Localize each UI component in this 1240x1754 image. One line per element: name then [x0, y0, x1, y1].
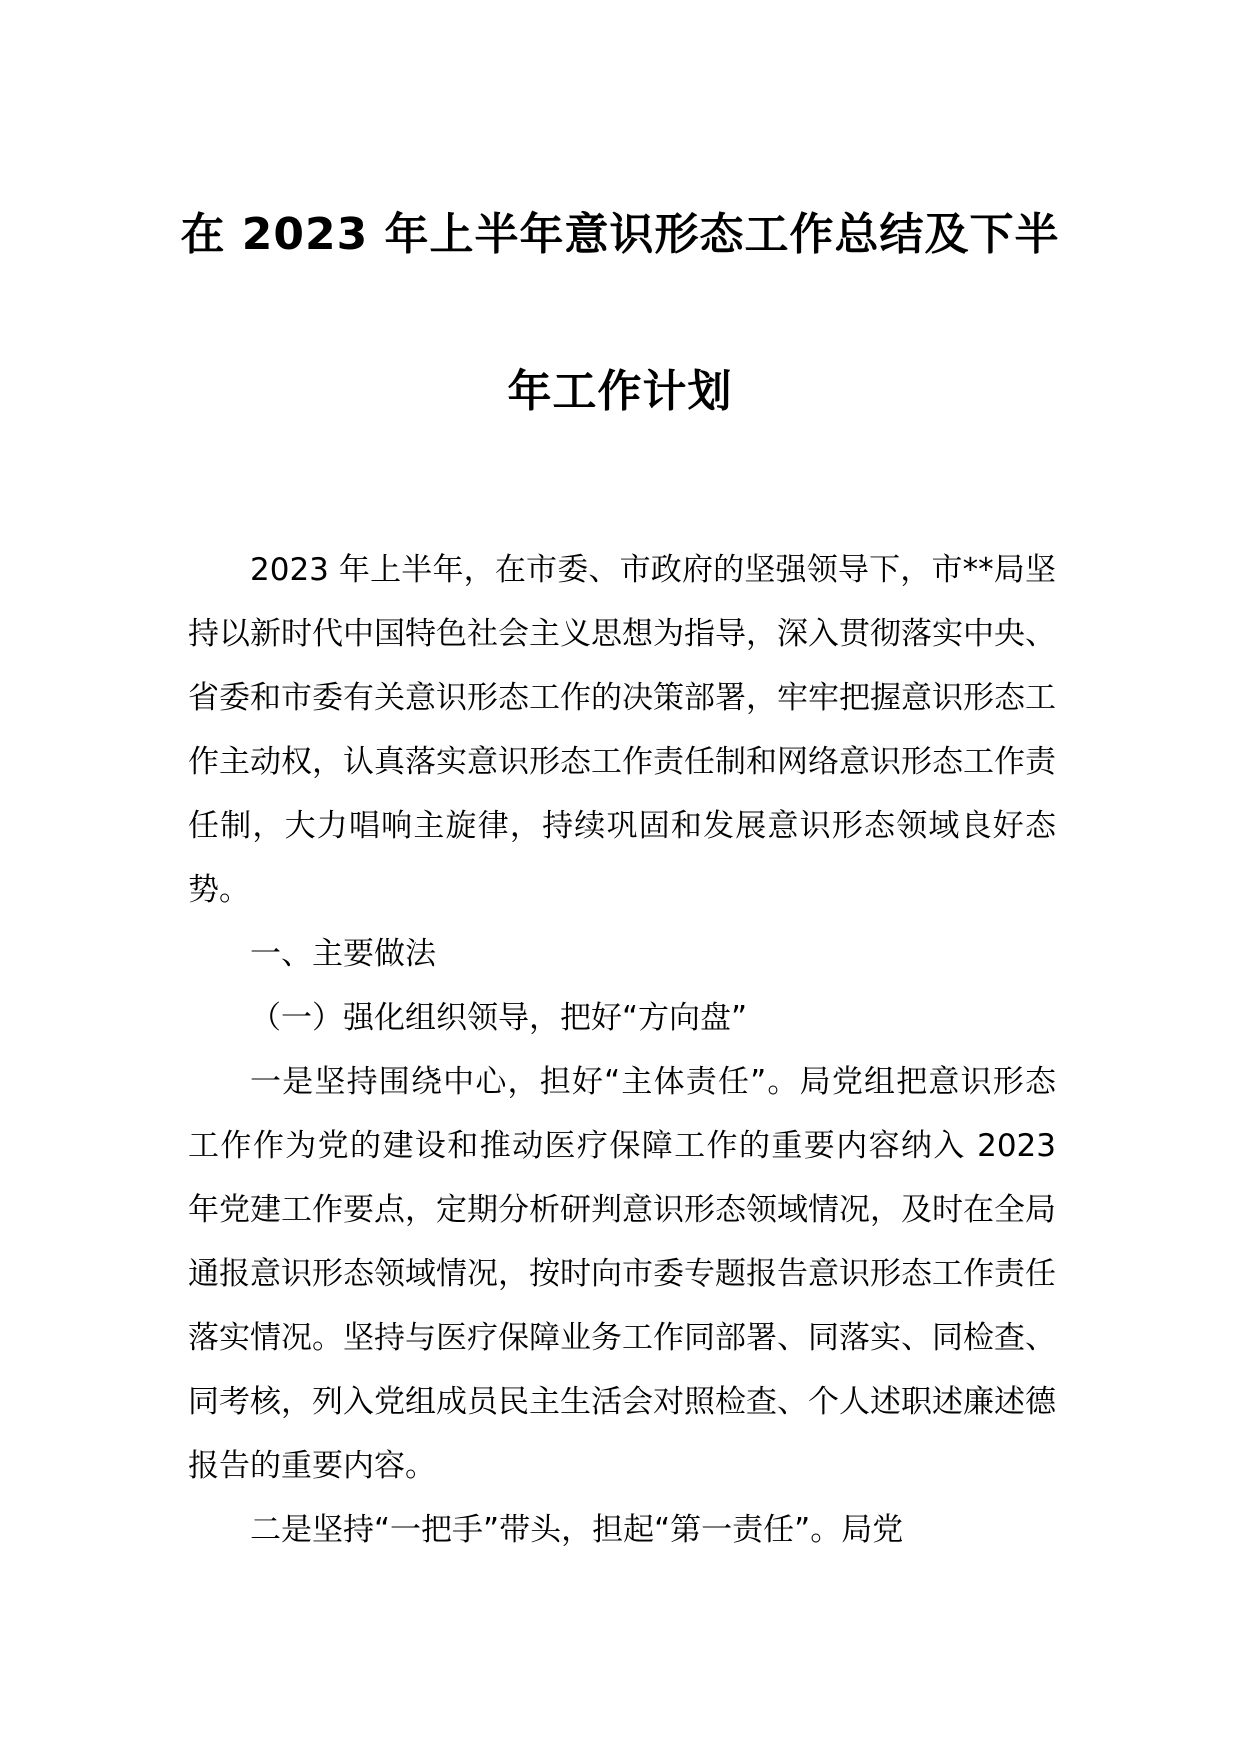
document-title-line-1: 在 2023 年上半年意识形态工作总结及下半 — [180, 209, 1060, 260]
document-body — [188, 538, 1056, 1562]
section-heading: 一、主要做法 — [250, 936, 436, 972]
document-title-line-2: 年工作计划 — [507, 366, 733, 417]
item-paragraph-2: 二是坚持“一把手”带头，担起“第一责任”。局党 — [250, 1512, 904, 1548]
subsection-heading: （一）强化组织领导，把好“方向盘” — [250, 1000, 748, 1036]
item-paragraph-1: 一是坚持围绕中心，担好“主体责任”。局党组把意识形态工作作为党的建设和推动医疗保障工作的重要内容纳入 2023 年党建工作要点，定期分析研判意识形态领域情况，及时在全局通报意识形态领域情况，按时向市委专题报告意识形态工作责任落实情况。坚持与医疗保障业务工作同部署、同落实、同检查、同考核，列入党组成员民主生活会对照检查、个人述职述廉述德报告的重要内容。 — [188, 1064, 1056, 1484]
intro-paragraph: 2023 年上半年，在市委、市政府的坚强领导下，市**局坚持以新时代中国特色社会主义思想为指导，深入贯彻落实中央、省委和市委有关意识形态工作的决策部署，牢牢把握意识形态工作主动权，认真落实意识形态工作责任制和网络意识形态工作责任制，大力唱响主旋律，持续巩固和发展意识形态领域良好态势。 — [188, 552, 1056, 908]
